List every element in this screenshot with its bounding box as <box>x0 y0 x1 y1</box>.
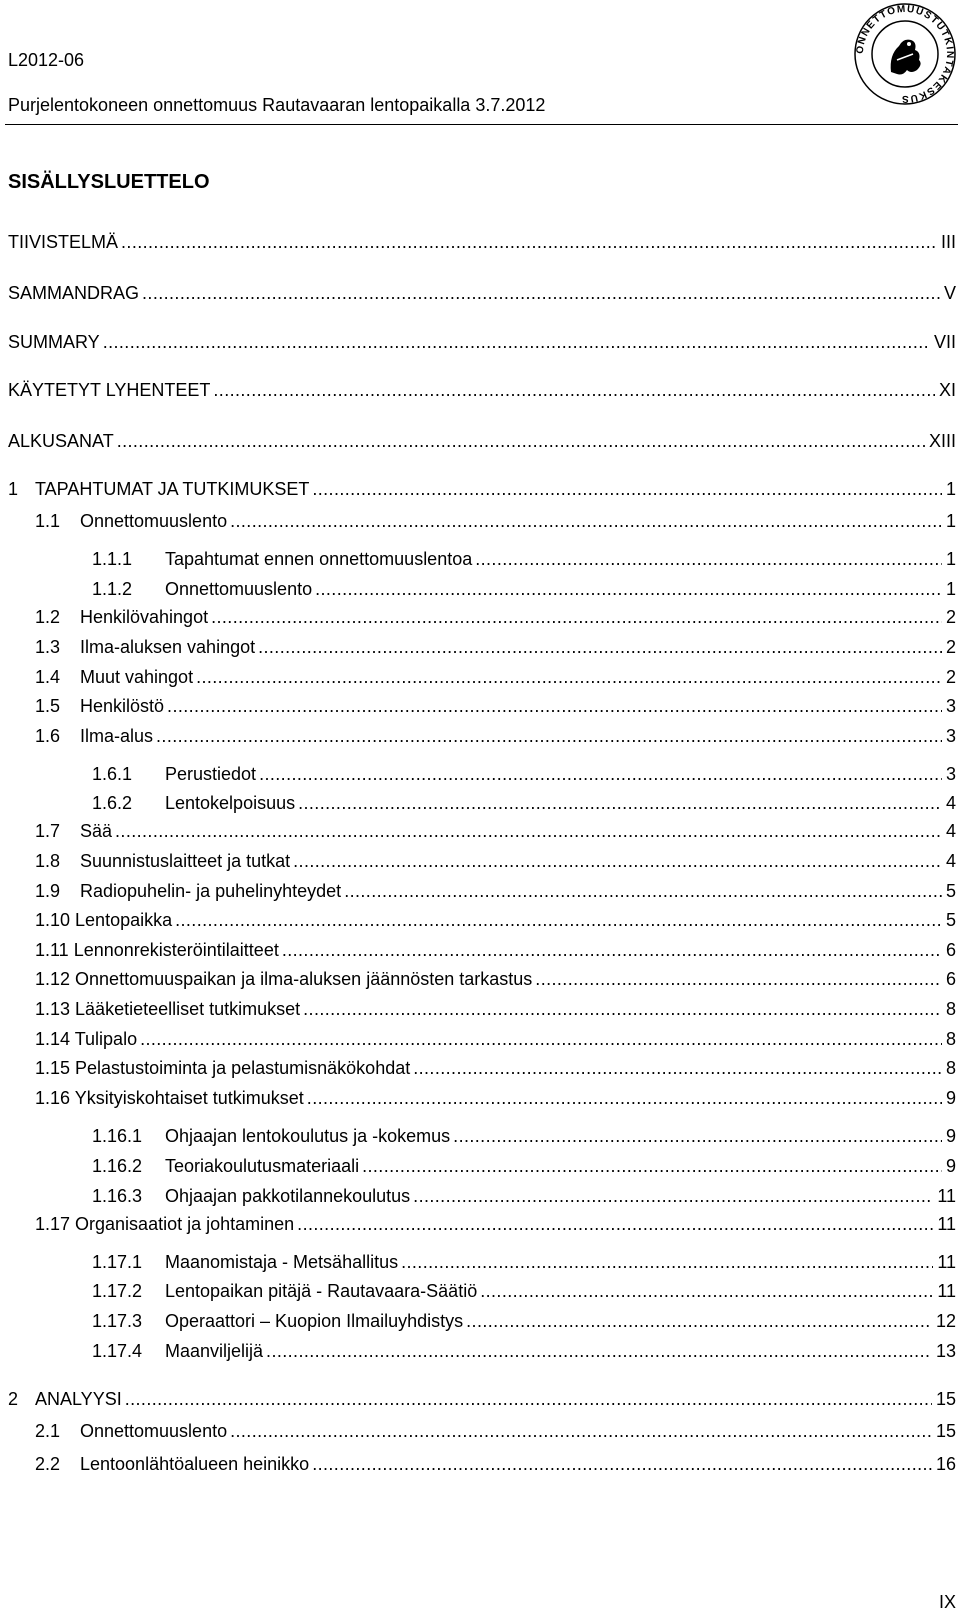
toc-entry-number: 1.17.1 <box>92 1252 143 1272</box>
toc-leader-dots <box>167 693 942 719</box>
toc-entry-title: Sää <box>80 821 113 841</box>
toc-entry-title: Perustiedot <box>165 764 257 784</box>
toc-entry-number: 1.5 <box>35 696 61 716</box>
header-rule <box>5 124 958 125</box>
toc-entry[interactable] <box>8 937 956 963</box>
toc-entry[interactable] <box>8 1026 956 1052</box>
toc-entry-title: KÄYTETYT LYHENTEET <box>8 380 211 400</box>
toc-entry-page: VII <box>932 329 956 355</box>
toc-entry-number: 1.2 <box>35 607 61 627</box>
toc-entry-number: 1.1.1 <box>92 549 133 569</box>
toc-entry-title: Lentoonlähtöalueen heinikko <box>80 1454 310 1474</box>
toc-entry-page: 4 <box>944 790 956 816</box>
toc-entry-page: III <box>939 229 956 255</box>
toc-entry-page: 5 <box>944 878 956 904</box>
toc-entry-page: XI <box>937 377 956 403</box>
toc-entry-page: 12 <box>934 1308 956 1334</box>
toc-leader-dots <box>293 848 942 874</box>
toc-entry[interactable] <box>8 996 956 1022</box>
toc-entry-page: 3 <box>944 693 956 719</box>
toc-leader-dots <box>344 878 942 904</box>
toc-entry-number: 1 <box>8 479 19 499</box>
toc-entry-page: 8 <box>944 996 956 1022</box>
toc-entry-page: 1 <box>944 546 956 572</box>
toc-entry-title: TIIVISTELMÄ <box>8 232 119 252</box>
toc-leader-dots <box>103 329 930 355</box>
toc-entry-number: 1.16.2 <box>92 1156 143 1176</box>
toc-entry-page: 4 <box>944 848 956 874</box>
toc-entry[interactable] <box>8 790 956 816</box>
toc-leader-dots <box>466 1308 932 1334</box>
toc-entry-page: 13 <box>934 1338 956 1364</box>
toc-leader-dots <box>115 818 942 844</box>
toc-leader-dots <box>413 1183 933 1209</box>
toc-leader-dots <box>140 1026 942 1052</box>
toc-entry-page: 16 <box>934 1451 956 1477</box>
toc-entry-number: 1.17.2 <box>92 1281 143 1301</box>
toc-entry-title: Henkilövahingot <box>80 607 209 627</box>
toc-entry-title: 1.15 Pelastustoiminta ja pelastumisnäkökohdat <box>35 1058 411 1078</box>
toc-entry-page: 5 <box>944 907 956 933</box>
toc-leader-dots <box>175 907 942 933</box>
toc-entry-page: 6 <box>944 937 956 963</box>
toc-entry-title: Teoriakoulutusmateriaali <box>165 1156 360 1176</box>
toc-entry-number: 1.8 <box>35 851 61 871</box>
toc-entry[interactable] <box>8 377 956 403</box>
toc-entry-title: Tapahtumat ennen onnettomuuslentoa <box>165 549 473 569</box>
toc-entry-title: Maanomistaja - Metsähallitus <box>165 1252 399 1272</box>
toc-entry-title: Radiopuhelin- ja puhelinyhteydet <box>80 881 342 901</box>
toc-leader-dots <box>475 546 942 572</box>
toc-entry-title: 1.13 Lääketieteelliset tutkimukset <box>35 999 301 1019</box>
toc-entry-number: 1.1.2 <box>92 579 133 599</box>
toc-entry-number: 1.6 <box>35 726 61 746</box>
toc-entry-number: 1.1 <box>35 511 61 531</box>
toc-leader-dots <box>297 1211 933 1237</box>
toc-leader-dots <box>230 1418 932 1444</box>
toc-entry[interactable] <box>8 1451 956 1477</box>
toc-entry-number: 1.9 <box>35 881 61 901</box>
toc-leader-dots <box>307 1085 942 1111</box>
toc-entry[interactable] <box>8 546 956 572</box>
toc-entry[interactable] <box>8 1308 956 1334</box>
toc-entry-title: Onnettomuuslento <box>80 1421 228 1441</box>
toc-leader-dots <box>315 576 942 602</box>
toc-entry-page: 11 <box>935 1211 956 1237</box>
toc-leader-dots <box>298 790 942 816</box>
toc-entry-title: Ohjaajan pakkotilannekoulutus <box>165 1186 411 1206</box>
toc-leader-dots <box>401 1249 933 1275</box>
toc-entry-page: 1 <box>944 508 956 534</box>
toc-entry-page: 2 <box>944 604 956 630</box>
toc-entry-page: 8 <box>944 1026 956 1052</box>
toc-entry-number: 2 <box>8 1389 19 1409</box>
toc-entry-page: V <box>942 280 956 306</box>
toc-entry[interactable] <box>8 761 956 787</box>
toc-entry[interactable] <box>8 604 956 630</box>
toc-leader-dots <box>312 476 942 502</box>
toc-entry-number: 2.2 <box>35 1454 61 1474</box>
toc-entry-page: 9 <box>944 1153 956 1179</box>
toc-entry-page: 1 <box>944 576 956 602</box>
svg-text:ONNETTOMUUSTUTKINTAKESKUS: ONNETTOMUUSTUTKINTAKESKUS <box>854 3 956 105</box>
toc-entry-page: 9 <box>944 1123 956 1149</box>
toc-entry[interactable] <box>8 1183 956 1209</box>
toc-entry[interactable] <box>8 329 956 355</box>
toc-leader-dots <box>230 508 942 534</box>
toc-entry-title: Operaattori – Kuopion Ilmailuyhdistys <box>165 1311 464 1331</box>
toc-entry-title: 1.14 Tulipalo <box>35 1029 138 1049</box>
toc-entry-title: ALKUSANAT <box>8 431 114 451</box>
toc-entry-page: XIII <box>927 428 956 454</box>
toc-entry-title: Muut vahingot <box>80 667 194 687</box>
toc-leader-dots <box>121 229 937 255</box>
toc-entry-title: 1.11 Lennonrekisteröintilaitteet <box>35 940 279 960</box>
toc-leader-dots <box>312 1451 932 1477</box>
toc-leader-dots <box>266 1338 932 1364</box>
toc-entry-page: 3 <box>944 723 956 749</box>
toc-entry-page: 11 <box>935 1183 956 1209</box>
toc-leader-dots <box>480 1278 933 1304</box>
toc-entry-page: 15 <box>934 1386 956 1412</box>
toc-entry-number: 1.17.4 <box>92 1341 143 1361</box>
lion-emblem-icon <box>891 40 921 75</box>
toc-entry[interactable] <box>8 1123 956 1149</box>
toc-title: SISÄLLYSLUETTELO <box>8 171 210 193</box>
toc-leader-dots <box>413 1055 942 1081</box>
toc-leader-dots <box>259 761 942 787</box>
toc-leader-dots <box>125 1386 932 1412</box>
toc-entry-title: SUMMARY <box>8 332 100 352</box>
toc-leader-dots <box>453 1123 942 1149</box>
toc-entry-title: Lentopaikan pitäjä - Rautavaara-Säätiö <box>165 1281 478 1301</box>
toc-entry-page: 3 <box>944 761 956 787</box>
toc-entry[interactable] <box>8 634 956 660</box>
toc-entry[interactable] <box>8 1249 956 1275</box>
toc-leader-dots <box>282 937 942 963</box>
toc-entry-title: 1.16 Yksityiskohtaiset tutkimukset <box>35 1088 304 1108</box>
toc-entry[interactable] <box>8 280 956 306</box>
toc-leader-dots <box>213 377 935 403</box>
toc-entry-number: 1.16.1 <box>92 1126 143 1146</box>
toc-entry-page: 9 <box>944 1085 956 1111</box>
toc-entry[interactable] <box>8 878 956 904</box>
toc-leader-dots <box>142 280 940 306</box>
toc-entry-number: 1.17.3 <box>92 1311 143 1331</box>
toc-entry[interactable] <box>8 508 956 534</box>
toc-entry[interactable] <box>8 476 956 502</box>
footer-page-number: IX <box>938 1592 956 1612</box>
toc-entry-number: 1.4 <box>35 667 61 687</box>
toc-entry-page: 2 <box>944 634 956 660</box>
toc-leader-dots <box>535 966 942 992</box>
toc-leader-dots <box>156 723 942 749</box>
agency-seal-logo <box>851 0 959 108</box>
toc-entry-number: 2.1 <box>35 1421 61 1441</box>
toc-entry-title: 1.10 Lentopaikka <box>35 910 173 930</box>
toc-leader-dots <box>362 1153 942 1179</box>
toc-entry-number: 1.6.1 <box>92 764 133 784</box>
toc-entry[interactable] <box>8 664 956 690</box>
toc-entry[interactable] <box>8 1153 956 1179</box>
toc-entry-title: Ilma-aluksen vahingot <box>80 637 256 657</box>
toc-entry-page: 15 <box>934 1418 956 1444</box>
toc-entry-number: 1.7 <box>35 821 61 841</box>
toc-entry-title: TAPAHTUMAT JA TUTKIMUKSET <box>35 479 310 499</box>
toc-entry-page: 2 <box>944 664 956 690</box>
toc-entry-page: 4 <box>944 818 956 844</box>
toc-entry[interactable] <box>8 1386 956 1412</box>
toc-entry[interactable] <box>8 818 956 844</box>
toc-entry-title: Maanviljelijä <box>165 1341 264 1361</box>
toc-entry-title: Onnettomuuslento <box>165 579 313 599</box>
toc-entry-number: 1.3 <box>35 637 61 657</box>
toc-entry[interactable] <box>8 229 956 255</box>
toc-entry-title: Ilma-alus <box>80 726 154 746</box>
toc-entry-number: 1.6.2 <box>92 793 133 813</box>
toc-leader-dots <box>117 428 925 454</box>
toc-leader-dots <box>258 634 942 660</box>
toc-entry-title: Ohjaajan lentokoulutus ja -kokemus <box>165 1126 451 1146</box>
toc-entry[interactable] <box>8 723 956 749</box>
toc-leader-dots <box>303 996 942 1022</box>
toc-entry-page: 6 <box>944 966 956 992</box>
toc-leader-dots <box>196 664 942 690</box>
toc-entry-title: 1.12 Onnettomuuspaikan ja ilma-aluksen jäännösten tarkastus <box>35 969 533 989</box>
toc-entry-title: 1.17 Organisaatiot ja johtaminen <box>35 1214 295 1234</box>
toc-entry[interactable] <box>8 693 956 719</box>
toc-entry-title: Lentokelpoisuus <box>165 793 296 813</box>
toc-entry[interactable] <box>8 1211 956 1237</box>
toc-entry-title: ANALYYSI <box>35 1389 122 1409</box>
toc-entry-page: 11 <box>935 1278 956 1304</box>
toc-entry-title: Onnettomuuslento <box>80 511 228 531</box>
toc-entry[interactable] <box>8 1278 956 1304</box>
toc-entry-title: Suunnistuslaitteet ja tutkat <box>80 851 291 871</box>
toc-entry-number: 1.16.3 <box>92 1186 143 1206</box>
toc-entry-title: SAMMANDRAG <box>8 283 140 303</box>
toc-entry-title: Henkilöstö <box>80 696 165 716</box>
toc-entry[interactable] <box>8 428 956 454</box>
toc-entry[interactable] <box>8 848 956 874</box>
toc-entry[interactable] <box>8 1418 956 1444</box>
toc-leader-dots <box>211 604 942 630</box>
report-title: Purjelentokoneen onnettomuus Rautavaaran lentopaikalla 3.7.2012 <box>8 95 546 115</box>
toc-entry[interactable] <box>8 1338 956 1364</box>
toc-entry-page: 8 <box>944 1055 956 1081</box>
report-code: L2012-06 <box>8 50 85 70</box>
toc-entry-page: 11 <box>935 1249 956 1275</box>
toc-entry[interactable] <box>8 576 956 602</box>
toc-entry[interactable] <box>8 1085 956 1111</box>
toc-entry[interactable] <box>8 966 956 992</box>
toc-entry[interactable] <box>8 907 956 933</box>
toc-entry[interactable] <box>8 1055 956 1081</box>
toc-entry-page: 1 <box>944 476 956 502</box>
